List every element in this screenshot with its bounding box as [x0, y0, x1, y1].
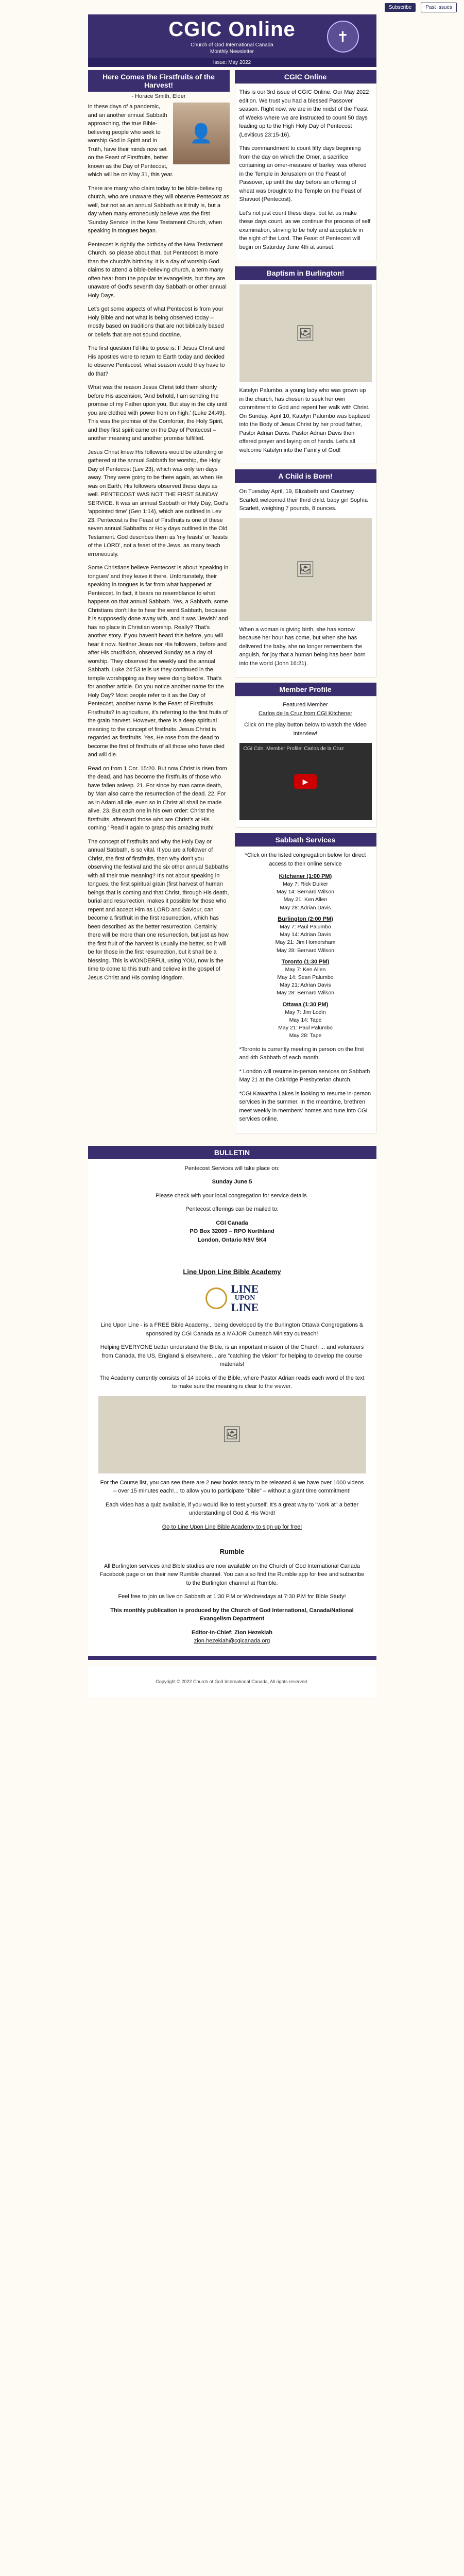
lul-signup-link[interactable]: Go to Line Upon Line Bible Academy to sign up for free!	[162, 1523, 302, 1530]
address-line-1: CGI Canada	[216, 1219, 248, 1226]
baby-photo	[239, 518, 372, 621]
lul-paragraph-2: Helping EVERYONE better understand the Bible, is an important mission of the Church ... and volunteers from Canada, the US, England & elsewhere... are "catching the vision" for helping to develop the course materials!	[100, 1344, 364, 1367]
two-columns	[88, 70, 376, 1139]
lul-logo-words	[231, 1283, 259, 1313]
article-paragraph: The first question I'd like to pose is: If Jesus Christ and His apostles were to return to Earth today and decided to observe Pentecost, what season would they have to do that?	[88, 345, 225, 377]
left-column	[88, 70, 230, 1139]
member-featured: Featured Member	[283, 702, 328, 708]
editor-line: Editor-in-Chief: Zion Hezekiah	[191, 1629, 273, 1636]
header-subtitle-2: Monthly Newsletter	[210, 48, 254, 55]
header-banner	[88, 14, 376, 58]
schedule-row: May 21: Paul Palumbo	[278, 1025, 333, 1031]
lul-paragraph-5: Each video has a quiz available, if you would like to test yourself. It's a great way to "work at" a better understanding of God & His Word!	[105, 1501, 359, 1516]
schedule-row: May 7: Ken Allen	[285, 966, 326, 973]
schedule-row: May 28: Bernard Wilson	[276, 947, 335, 954]
article-paragraph: Jesus Christ knew His followers would be attending or gathered at the annual Sabbath for worship, the Holy Day of Pentecost (Lev 23), which was only ten days away. They were going to be there again, as when He was on Earth, His followers observed these days as well. PENTECOST WAS NOT THE FIRST SUNDAY SERVICE. It was an annual Sabbath or Holy Day, God's 'appointed time' (Gen 1:14), which are outlined in Lev 23. Pentecost is the Feast of Firstfruits is one of these seven annual Sabbaths or Holy days outlined in the Old Testament. God describes them as 'my feasts' or 'feasts of the LORD', not a feast of the Jews, as many teach erroneously.	[88, 449, 229, 557]
image-icon: 🖼	[295, 561, 316, 578]
closing-line: This monthly publication is produced by the Church of God International, Canada/National Evangelism Department	[110, 1607, 354, 1622]
rumble-paragraph-2: Feel free to join us live on Sabbath at 1:30 P.M or Wednesdays at 7:30 P.M for Bible Study!	[118, 1594, 346, 1600]
article-paragraph: What was the reason Jesus Christ told them shortly before His ascension, 'And behold, I am sending the promise of my Father upon you. But stay in the city until you are clothed with power from on high.' (Luke 24:49). This was the promise of the Comforter, the Holy Spirit, and they first spirit came on the Day of Pentecost – another meaning and another promise fulfilled.	[88, 384, 228, 442]
editor-email-link[interactable]: zion.hezekiah@cgicanada.org	[194, 1638, 270, 1644]
bulletin-body	[88, 1159, 376, 1255]
article-paragraph: Read on from 1 Cor. 15:20. But now Christ is risen from the dead, and has become the firstfruits of those who have fallen asleep. 21. For since by man came death, by Man also came the resurrection of the dead. 22. For as in Adam all die, even so in Christ all shall be made alive. 23. But each one in his own order: Christ the firstfruits, afterward those who are Christ's at His coming.' Read it again to grasp this amazing truth!	[88, 765, 227, 831]
service-note: * London will resume in-person services on Sabbath May 21 at the Oakridge Presbyterian church.	[239, 1068, 370, 1083]
child-text-2: When a woman is giving birth, she has sorrow because her hour has come, but when she has delivered the baby, she no longer remembers the anguish, for joy that a human being has been born into the world (John 16:21).	[239, 626, 366, 667]
member-name[interactable]: Carlos de la Cruz from CGI Kitchener	[258, 710, 353, 717]
lul-logo	[181, 1281, 284, 1316]
bulletin-line-2: Please check with your local congregation for service details.	[156, 1192, 308, 1199]
baptism-block	[235, 280, 376, 464]
congregation-link[interactable]: Toronto (1:30 PM)	[281, 958, 330, 965]
congregation-list	[239, 873, 372, 1040]
newsletter	[88, 14, 376, 1697]
lul-logo-word-3: LINE	[231, 1301, 259, 1314]
schedule-row: May 21: Ken Allen	[283, 896, 328, 903]
article-paragraph: Let's get some aspects of what Pentecost is from your Holy Bible and not what is being observed today – mostly based on traditions that are not biblically based or beliefs that are not sound doctrine.	[88, 306, 224, 338]
lul-logo-word-2: UPON	[234, 1294, 255, 1302]
line-upon-line-section	[88, 1255, 376, 1541]
subscribe-button[interactable]: Subscribe	[385, 3, 416, 12]
lul-paragraph-1: Line Upon Line - is a FREE Bible Academy... being developed by the Burlington Ottawa Congregations & sponsored by CGI Canada as a MAJOR Outreach Ministry outreach!	[100, 1322, 364, 1337]
article-byline: - Horace Smith, Elder	[131, 93, 186, 99]
sabbath-title: Sabbath Services	[235, 833, 376, 846]
video-player[interactable]	[239, 743, 372, 820]
pentecost-date: Sunday June 5	[212, 1179, 252, 1185]
bulletin-section	[88, 1146, 376, 1255]
issue-strip: Issue: May 2022	[88, 58, 376, 67]
schedule-row: May 7: Rick Duiker	[282, 881, 329, 887]
address-line-3: London, Ontario N5V 5K4	[197, 1236, 267, 1243]
lul-paragraph-3: The Academy currently consists of 14 books of the Bible, where Pastor Adrian reads each word of the text to make sure the meaning is clear to the viewer.	[99, 1375, 365, 1389]
author-photo	[173, 103, 230, 164]
member-block	[235, 696, 376, 828]
schedule-row: May 14: Sean Palumbo	[277, 974, 334, 980]
baptism-text: Katelyn Palumbo, a young lady who was grown up in the church, has chosen to seek her own commitment to God and repent her walk with Christ. On Sunday, April 10, Katelyn Palumbo was baptized into the Body of Jesus Christ by her proud father, Pastor Adrian Davis. Pastor Adrian Davis then offered prayer and laying on of hands. Let's all welcome Katelyn into the Family of God!	[239, 387, 370, 453]
congregation-link[interactable]: Kitchener (1:00 PM)	[279, 873, 332, 879]
image-icon: 🖼	[222, 1426, 242, 1443]
schedule-row: May 28: Bernard Wilson	[276, 990, 335, 996]
article-title: Here Comes the Firstfruits of the Harvest!	[88, 70, 230, 92]
right-column	[235, 70, 376, 1139]
person-icon: 👤	[190, 123, 213, 144]
schedule-row: May 28: Adrian Davis	[280, 904, 331, 911]
rumble-paragraph-1: All Burlington services and Bible studies are now available on the Church of God International Canada Facebook page or on their new Rumble channel. You can also find the Rumble app for free and subscribe to the Burlington channel at Rumble.	[99, 1563, 365, 1586]
schedule-row: May 21: Jim Homersham	[275, 939, 336, 946]
member-instructions: Click on the play button below to watch the video interview!	[244, 722, 367, 737]
article-paragraph: Some Christians believe Pentecost is about 'speaking in tongues' and they leave it there. Unfortunately, their speaking in tongues is far from what happened at Pentecost. In fact, it bears no resemblance to what happens on that annual Sabbath. Yes, a Sabbath, some Christians don't like to hear the word Sabbath, because it is supposedly done away with, and it was 'Jewish' and has no place in Christian worship. Really? That's another story. If you haven't heard this before, you will hear it now. Neither Jesus nor His followers, before and after His crucifixion, observed Sunday as a day of worship. They observed the weekly and the annual Sabbath. Luke 24:53 tells us they continued in the temple worshipping as they were doing before. That's for another article. Do you notice another name for the Holy Day? Most people refer to it as the Day of Pentecost, another name is the Feast of Firstfruits. Firstfruits? In agriculture, it's referring to the first fruits of the grain harvest. However, there is a deep spiritual meaning to the concept of firstfruits. Jesus Christ is regarded as firstfruits. Yes, He rose from the dead to become the first of firstfruits of all those who have died and will die.	[88, 565, 229, 758]
footer-strip	[88, 1656, 376, 1660]
article-paragraph: The concept of firstfruits and why the Holy Day or annual Sabbath, is so vital. If you are a follower of Christ, the first of firstfruits, then why don't you observing the festival and the six other annual Sabbaths with all their true meaning? It's not about speaking in tongues, the first spiritual grain (first harvest of human beings that is coming and that Christ, through His death, burial and resurrection, makes it possible for those who repent and accept Him as LORD and Saviour, can become a firstfruit in the first resurrection, which has been described as the better resurrection. Certainly, there will be more than one resurrection, but just as how the first fruit of the harvest is usually the better, so it will be for those in the first resurrection, but it shall be a blessing. This is WONDERFUL using YOU, now is the time to come to this truth and believe in the gospel of Jesus Christ and His coming kingdom.	[88, 838, 229, 981]
schedule-row: May 7: Jim Lodin	[285, 1009, 326, 1015]
schedule-row: May 14: Tape	[289, 1016, 322, 1023]
topbar	[0, 0, 464, 14]
rumble-title: Rumble	[219, 1548, 245, 1555]
bulletin-line-1: Pentecost Services will take place on:	[184, 1165, 280, 1172]
address-line-2: PO Box 32009 – RPO Northland	[190, 1228, 274, 1234]
online-title: CGIC Online	[235, 70, 376, 83]
online-paragraph: This commandment to count fifty days beginning from the day on which the Omer, a sacrifice containing an omer-measure of barley, was offered in the Temple in Jerusalem on the Feast of Passover, up until the day before an offering of wheat was brought to the Temple on the Feast of Shavuot (Pentecost).	[239, 145, 367, 202]
child-block	[235, 483, 376, 677]
lul-title[interactable]: Line Upon Line Bible Academy	[183, 1268, 281, 1276]
church-logo-icon: ✝	[327, 21, 359, 53]
bulletin-line-3: Pentecost offerings can be mailed to:	[185, 1206, 279, 1212]
footer: Copyright © 2022 Church of God International Canada, All rights reserved.	[88, 1666, 376, 1697]
congregation-link[interactable]: Ottawa (1:30 PM)	[282, 1001, 329, 1008]
sabbath-block	[235, 846, 376, 1133]
article-paragraph: Pentecost is rightly the birthday of the New Testament Church, so please about that, but Pentecost is more than the church's birthday. It is a day of worship God claims to attend a bible-believing church, a term many often hear from the popular televangelists, but they are unaware of God's seventh day Sabbath or other annual Holy Days.	[88, 241, 227, 299]
lul-logo-word-1: LINE	[231, 1282, 259, 1295]
member-title: Member Profile	[235, 683, 376, 696]
past-issues-button[interactable]: Past Issues	[421, 3, 457, 12]
sabbath-intro: *Click on the listed congregation below for direct access to their online service	[245, 852, 366, 867]
congregation-link[interactable]: Burlington (2:00 PM)	[278, 916, 333, 922]
online-body	[235, 83, 376, 261]
schedule-row: May 14: Adrian Davis	[280, 931, 331, 938]
header-subtitle-1: Church of God International Canada	[191, 42, 273, 48]
online-paragraph: This is our 3rd issue of CGIC Online. Our May 2022 edition. We trust you had a blessed Passover season. Right now, we are in the midst of the Feast of Weeks where we are instructed to count 50 days leading up to the High Holy Day of Pentecost (Leviticus 23:15-16).	[239, 89, 369, 138]
child-title: A Child is Born!	[235, 469, 376, 483]
baptism-photo	[239, 284, 372, 382]
play-icon[interactable]: ▶	[294, 774, 317, 789]
schedule-row: May 21: Adrian Davis	[280, 982, 331, 989]
newsletter-title: CGIC Online	[168, 18, 296, 41]
video-title: CGI Cdn. Member Profile: Carlos de la Cruz	[243, 746, 344, 752]
article-paragraph: There are many who claim today to be bible-believing church, who are unaware they will observe Pentecost as well, but not as an annual Sabbath as it truly is, but a day when many erroneously believe was the first 'Sunday Service' in the New Testament Church, when speaking in tongues began.	[88, 185, 230, 234]
schedule-row: May 7: Paul Palumbo	[280, 923, 331, 930]
bulletin-title: BULLETIN	[88, 1146, 376, 1159]
article-paragraph: In these days of a pandemic, and an another annual Sabbath approaching, the true Bible-believing people who seek to worship God in Spirit and in Truth, have their minds now set on the Feast of Firstfruits, better known as the Day of Pentecost, which will be on May 31, this year.	[88, 104, 174, 178]
lul-screenshot	[98, 1396, 366, 1473]
lul-circle-icon	[205, 1287, 227, 1309]
service-notes	[239, 1045, 372, 1124]
lul-paragraph-4: For the Course list, you can see there are 2 new books ready to be released & we have over 1000 videos – over 15 minutes each!... to allow you to participate "bible" – without a giant time commitment!	[100, 1479, 364, 1494]
child-text-1: On Tuesday April, 19, Elizabeth and Courtney Scarlett welcomed their third child: baby girl Sophia Scarlett, weighing 7 pounds, 8 ounces.	[239, 488, 368, 512]
schedule-row: May 14: Bernard Wilson	[276, 889, 335, 895]
online-paragraph: Let's not just count these days, but let us make these days count, as we continue the process of self examination, striving to be holy and acceptable in the sight of the Lord. The Feast of Pentecost will begin on Saturday June 4th at sunset.	[239, 210, 371, 250]
service-note: *CGI Kawartha Lakes is looking to resume in-person services in the summer. In the meantime, brethren meet weekly in members' homes and tune into CGI services online.	[239, 1090, 371, 1122]
baptism-title: Baptism in Burlington!	[235, 266, 376, 280]
image-icon: 🖼	[295, 325, 316, 342]
schedule-row: May 28: Tape	[289, 1032, 322, 1039]
service-note: *Toronto is currently meeting in person on the first and 4th Sabbath of each month.	[239, 1046, 364, 1061]
article-body	[88, 103, 230, 982]
rumble-section	[88, 1541, 376, 1656]
